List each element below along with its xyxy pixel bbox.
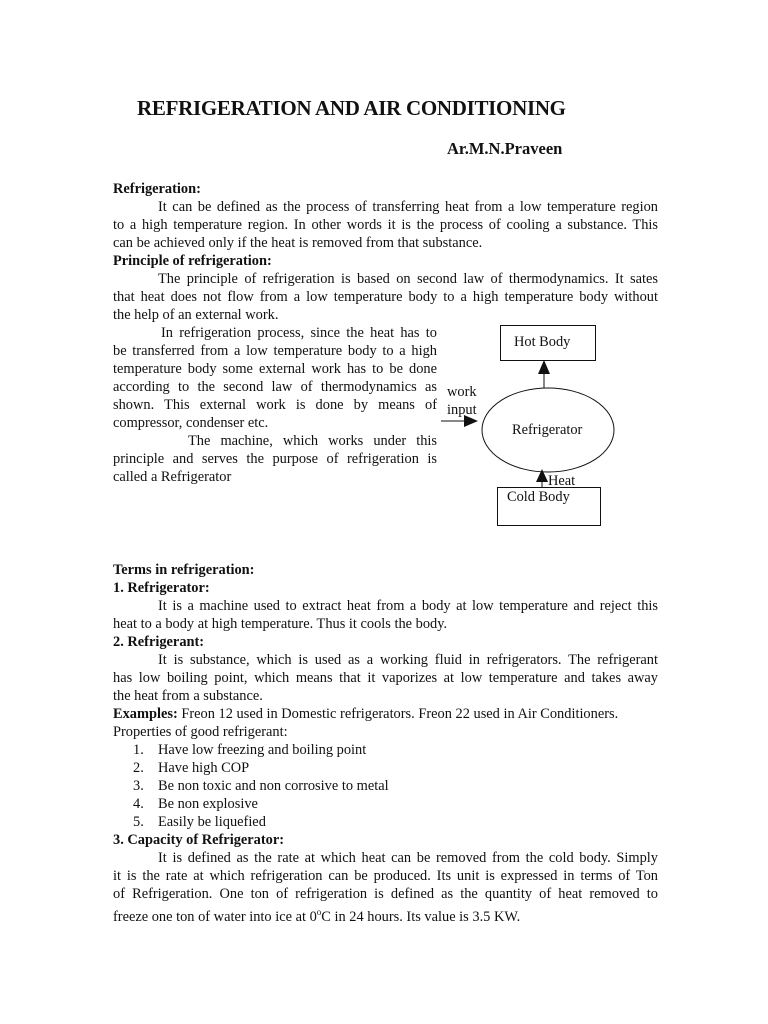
paragraph-line: called a Refrigerator (113, 469, 232, 485)
list-text: Have high COP (158, 760, 250, 776)
examples-label: Examples: (113, 706, 178, 722)
paragraph-line: according to the second law of thermodynamics as (113, 379, 437, 395)
list-item (113, 759, 658, 777)
paragraph-line: In refrigeration process, since the heat has to (161, 325, 437, 341)
paragraph-line: shown. This external work is done by means of (113, 397, 437, 413)
paragraph-line: has low boiling point, which means that it vaporizes at low temperature and takes away (113, 670, 658, 686)
list-item (113, 777, 658, 795)
list-text: Easily be liquefied (158, 814, 266, 830)
paragraph-line: the help of an external work. (113, 307, 279, 323)
input-label: input (447, 402, 477, 418)
list-text: Be non explosive (158, 796, 258, 812)
paragraph-line: It is a machine used to extract heat from a body at low temperature and reject this (158, 598, 658, 614)
paragraph-line: The principle of refrigeration is based on second law of thermodynamics. It sates (158, 271, 658, 287)
list-number: 2. (133, 760, 144, 776)
paragraph-line: principle and serves the purpose of refrigeration is (113, 451, 437, 467)
refrigerator-label: Refrigerator (512, 422, 583, 438)
properties-intro: Properties of good refrigerant: (113, 724, 288, 740)
examples-text: Freon 12 used in Domestic refrigerators. Freon 22 used in Air Conditioners. (177, 706, 619, 722)
subsection-heading: 3. Capacity of Refrigerator: (113, 832, 285, 848)
paragraph-line: to a high temperature region. In other words it is the process of cooling a substance. This (113, 217, 658, 233)
section-heading: Refrigeration: (113, 181, 201, 197)
paragraph-line (113, 903, 658, 925)
list-item (113, 741, 658, 759)
cold-body-label: Cold Body (507, 489, 570, 505)
paragraph-line: that heat does not flow from a low temperature body to a high temperature body without (113, 289, 658, 305)
heat-out-arrowhead (538, 360, 550, 374)
section-heading: Terms in refrigeration: (113, 562, 255, 578)
paragraph-line: of Refrigeration. One ton of refrigeration is defined as the quantity of heat removed to (113, 886, 658, 902)
paragraph-line: It is defined as the rate at which heat can be removed from the cold body. Simply (158, 850, 658, 866)
paragraph-line: It is substance, which is used as a working fluid in refrigerators. The refrigerant (158, 652, 658, 668)
list-text: Have low freezing and boiling point (158, 742, 367, 758)
heat-label: Heat (548, 473, 576, 489)
paragraph-line: heat to a body at high temperature. Thus it cools the body. (113, 616, 448, 632)
heat-in-arrowhead (536, 469, 548, 482)
paragraph-line: temperature body some external work has to be done (113, 361, 437, 377)
paragraph-line: The machine, which works under this (188, 433, 437, 449)
list-text: Be non toxic and non corrosive to metal (158, 778, 389, 794)
work-label: work (447, 384, 477, 400)
author: Ar.M.N.Praveen (447, 139, 563, 158)
paragraph-line: can be achieved only if the heat is removed from that substance. (113, 235, 483, 251)
paragraph-line: compressor, condenser etc. (113, 415, 269, 431)
list-item (113, 795, 658, 813)
hot-body-label: Hot Body (514, 334, 571, 350)
section-heading: Principle of refrigeration: (113, 253, 272, 269)
degree-superscript: o (316, 907, 322, 917)
list-item (113, 813, 658, 831)
text-span: freeze one ton of water into ice at 0 (113, 908, 317, 925)
subsection-heading: 2. Refrigerant: (113, 634, 205, 650)
paragraph-line: it is the rate at which refrigeration can be produced. Its unit is expressed in terms of Ton (113, 868, 658, 884)
list-number: 5. (133, 814, 144, 830)
paragraph-line: be transferred from a low temperature body to a high (113, 343, 437, 359)
paragraph-line: It can be defined as the process of transferring heat from a low temperature region (158, 199, 658, 215)
examples-line (113, 705, 658, 723)
subsection-heading: 1. Refrigerator: (113, 580, 210, 596)
paragraph-line: the heat from a substance. (113, 688, 263, 704)
list-number: 1. (133, 742, 144, 758)
list-number: 4. (133, 796, 144, 812)
text-span: C in 24 hours. Its value is 3.5 KW. (321, 908, 521, 925)
terms-section (113, 561, 658, 925)
list-number: 3. (133, 778, 144, 794)
page-title: REFRIGERATION AND AIR CONDITIONING (137, 96, 566, 120)
